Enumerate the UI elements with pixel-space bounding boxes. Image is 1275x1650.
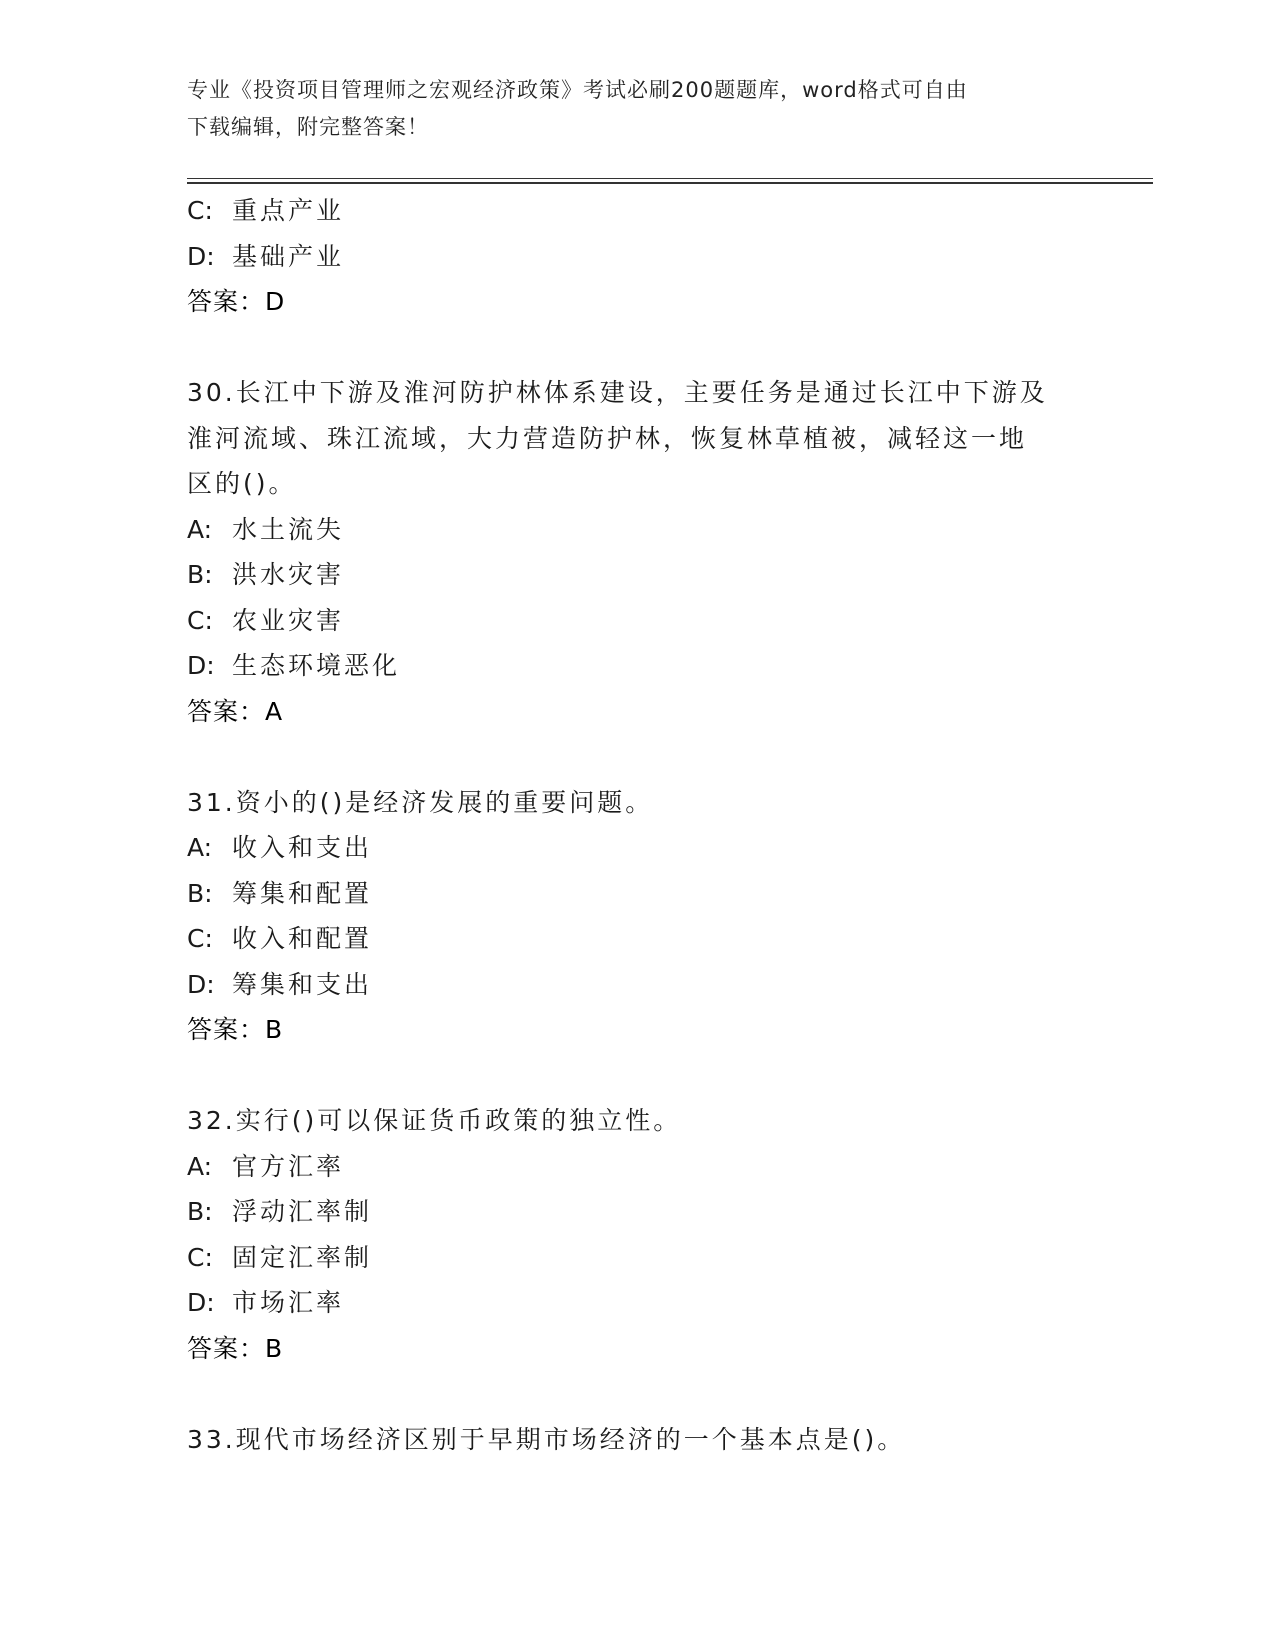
header-title-line-1: 专业《投资项目管理师之宏观经济政策》考试必刷200题题库，word格式可自由 (187, 78, 968, 102)
option-a (187, 825, 1087, 871)
option-text: 浮动汇率制 (232, 1197, 373, 1226)
spacer (187, 1053, 1087, 1099)
option-text: 官方汇率 (232, 1151, 345, 1181)
answer-line: 答案：B (187, 1015, 284, 1044)
option-key: D: (187, 1288, 215, 1317)
option-b (187, 871, 1087, 917)
option-c (187, 598, 1087, 644)
spacer (187, 1371, 1087, 1417)
option-text: 基础产业 (232, 241, 345, 271)
option-text: 农业灾害 (232, 605, 345, 635)
answer-line: 答案：D (187, 287, 286, 316)
option-d (187, 1280, 1087, 1326)
question-list (187, 188, 1087, 1462)
header-divider-thin (187, 178, 1153, 179)
question-32 (187, 1098, 1087, 1371)
option-text: 重点产业 (232, 196, 345, 225)
option-key: C: (187, 1242, 213, 1272)
option-text: 水土流失 (232, 514, 345, 544)
option-text: 筹集和支出 (232, 969, 373, 999)
question-stem-line: 33.现代市场经济区别于早期市场经济的一个基本点是()。 (187, 1424, 906, 1454)
header-divider-thick (187, 182, 1153, 184)
option-key: A: (187, 514, 213, 544)
option-c (187, 188, 1087, 234)
question-31 (187, 780, 1087, 1053)
page-header (187, 72, 1087, 146)
option-key: C: (187, 924, 213, 953)
option-key: C: (187, 196, 213, 225)
option-c (187, 1235, 1087, 1281)
question-29-continued (187, 188, 1087, 325)
question-33 (187, 1417, 1087, 1463)
header-title-line-2: 下载编辑，附完整答案！ (187, 115, 429, 139)
option-d (187, 962, 1087, 1008)
option-text: 收入和配置 (232, 924, 373, 953)
option-a (187, 1144, 1087, 1190)
question-stem-line: 30.长江中下游及淮河防护林体系建设，主要任务是通过长江中下游及 (187, 378, 1048, 407)
answer-line: 答案：B (187, 1333, 284, 1363)
option-key: B: (187, 1197, 213, 1226)
option-key: B: (187, 878, 213, 908)
option-key: A: (187, 833, 213, 862)
option-text: 市场汇率 (232, 1288, 345, 1317)
option-key: C: (187, 605, 213, 635)
question-stem-line: 淮河流域、珠江流域，大力营造防护林，恢复林草植被，减轻这一地 (187, 423, 1028, 453)
spacer (187, 325, 1087, 371)
answer-line: 答案：A (187, 696, 284, 726)
option-key: B: (187, 560, 213, 589)
question-stem-line: 32.实行()可以保证货币政策的独立性。 (187, 1106, 682, 1135)
question-stem-line: 区的()。 (187, 469, 297, 498)
option-b (187, 1189, 1087, 1235)
spacer (187, 734, 1087, 780)
option-c (187, 916, 1087, 962)
option-a (187, 507, 1087, 553)
option-text: 筹集和配置 (232, 878, 373, 908)
question-stem-line: 31.资小的()是经济发展的重要问题。 (187, 787, 654, 817)
option-text: 固定汇率制 (232, 1242, 373, 1272)
option-text: 洪水灾害 (232, 560, 345, 589)
option-key: A: (187, 1151, 213, 1181)
question-30 (187, 370, 1087, 734)
option-d (187, 234, 1087, 280)
option-b (187, 552, 1087, 598)
option-text: 收入和支出 (232, 833, 373, 862)
option-key: D: (187, 241, 215, 271)
option-key: D: (187, 651, 215, 680)
option-text: 生态环境恶化 (232, 651, 401, 680)
option-d (187, 643, 1087, 689)
option-key: D: (187, 969, 215, 999)
